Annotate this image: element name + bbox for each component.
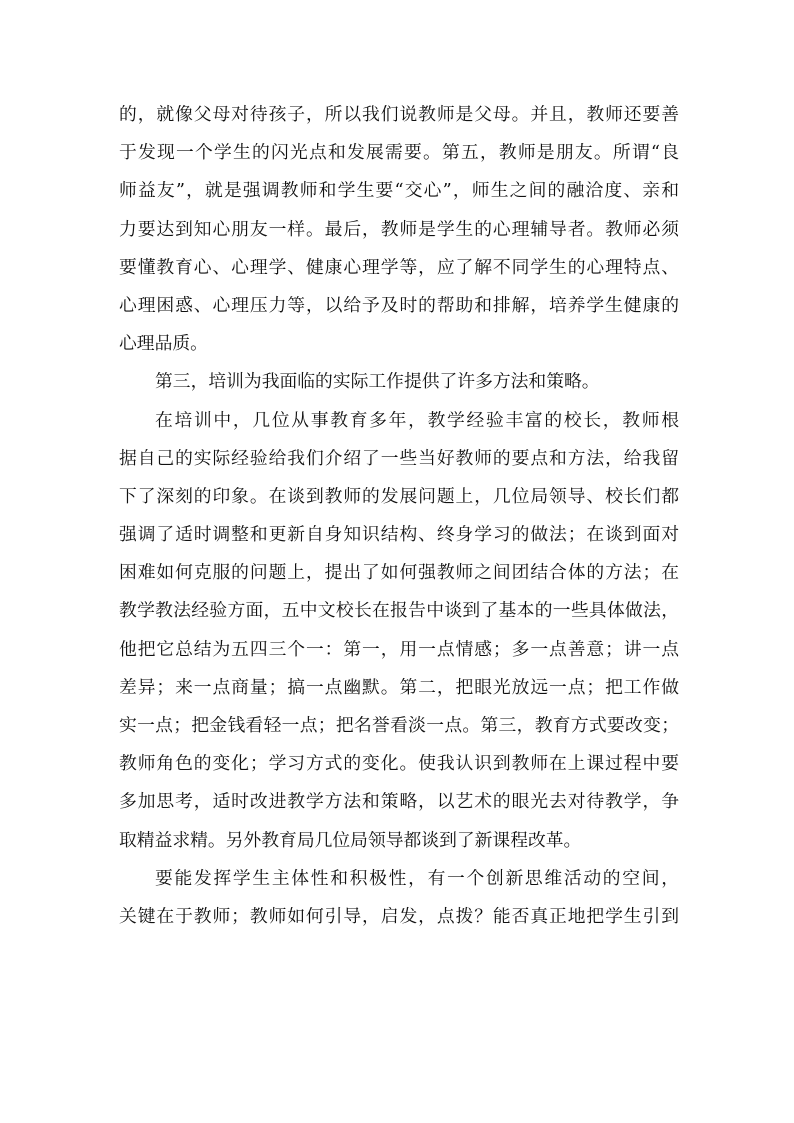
text-line: 力要达到知心朋友一样。最后，教师是学生的心理辅导者。教师必须 — [119, 218, 679, 240]
text-line: 教师角色的变化；学习方式的变化。使我认识到教师在上课过程中要 — [119, 753, 679, 775]
text-line: 他把它总结为五四三个一：第一，用一点情感；多一点善意；讲一点 — [119, 638, 679, 660]
paragraph-training-methods — [119, 402, 679, 860]
text-line: 第三，培训为我面临的实际工作提供了许多方法和策略。 — [155, 371, 600, 393]
text-line: 在培训中，几位从事教育多年，教学经验丰富的校长，教师根 — [155, 409, 679, 431]
text-line: 心理困惑、心理压力等，以给予及时的帮助和排解，培养学生健康的 — [119, 294, 679, 316]
text-line: 困难如何克服的问题上，提出了如何强教师之间团结合体的方法；在 — [119, 562, 679, 584]
text-line: 教学教法经验方面，五中文校长在报告中谈到了基本的一些具体做法， — [119, 600, 679, 622]
text-line: 多加思考，适时改进教学方法和策略，以艺术的眼光去对待教学，争 — [119, 791, 679, 813]
paragraph-third-point — [119, 363, 679, 401]
text-line: 心理品质。 — [119, 333, 208, 355]
text-line: 师益友”，就是强调教师和学生要“交心”，师生之间的融洽度、亲和 — [119, 180, 679, 202]
text-line: 差异；来一点商量；搞一点幽默。第二，把眼光放远一点；把工作做 — [119, 676, 679, 698]
text-line: 据自己的实际经验给我们介绍了一些当好教师的要点和方法，给我留 — [119, 447, 679, 469]
text-line: 取精益求精。另外教育局几位局领导都谈到了新课程改革。 — [119, 829, 582, 851]
paragraph-teacher-roles — [119, 96, 679, 363]
text-line: 的，就像父母对待孩子，所以我们说教师是父母。并且，教师还要善 — [119, 104, 679, 125]
paragraph-student-initiative — [119, 860, 679, 936]
text-line: 强调了适时调整和更新自身知识结构、终身学习的做法；在谈到面对 — [119, 524, 679, 546]
document-body — [119, 96, 679, 936]
text-line: 要懂教育心、心理学、健康心理学等，应了解不同学生的心理特点、 — [119, 256, 679, 278]
text-line: 于发现一个学生的闪光点和发展需要。第五，教师是朋友。所谓“良 — [119, 142, 679, 164]
text-line: 关键在于教师；教师如何引导，启发，点拨？能否真正地把学生引到 — [119, 905, 679, 927]
text-line: 下了深刻的印象。在谈到教师的发展问题上，几位局领导、校长们都 — [119, 485, 679, 507]
text-line: 实一点；把金钱看轻一点；把名誉看淡一点。第三，教育方式要改变； — [119, 715, 679, 736]
text-line: 要能发挥学生主体性和积极性，有一个创新思维活动的空间， — [155, 867, 679, 889]
